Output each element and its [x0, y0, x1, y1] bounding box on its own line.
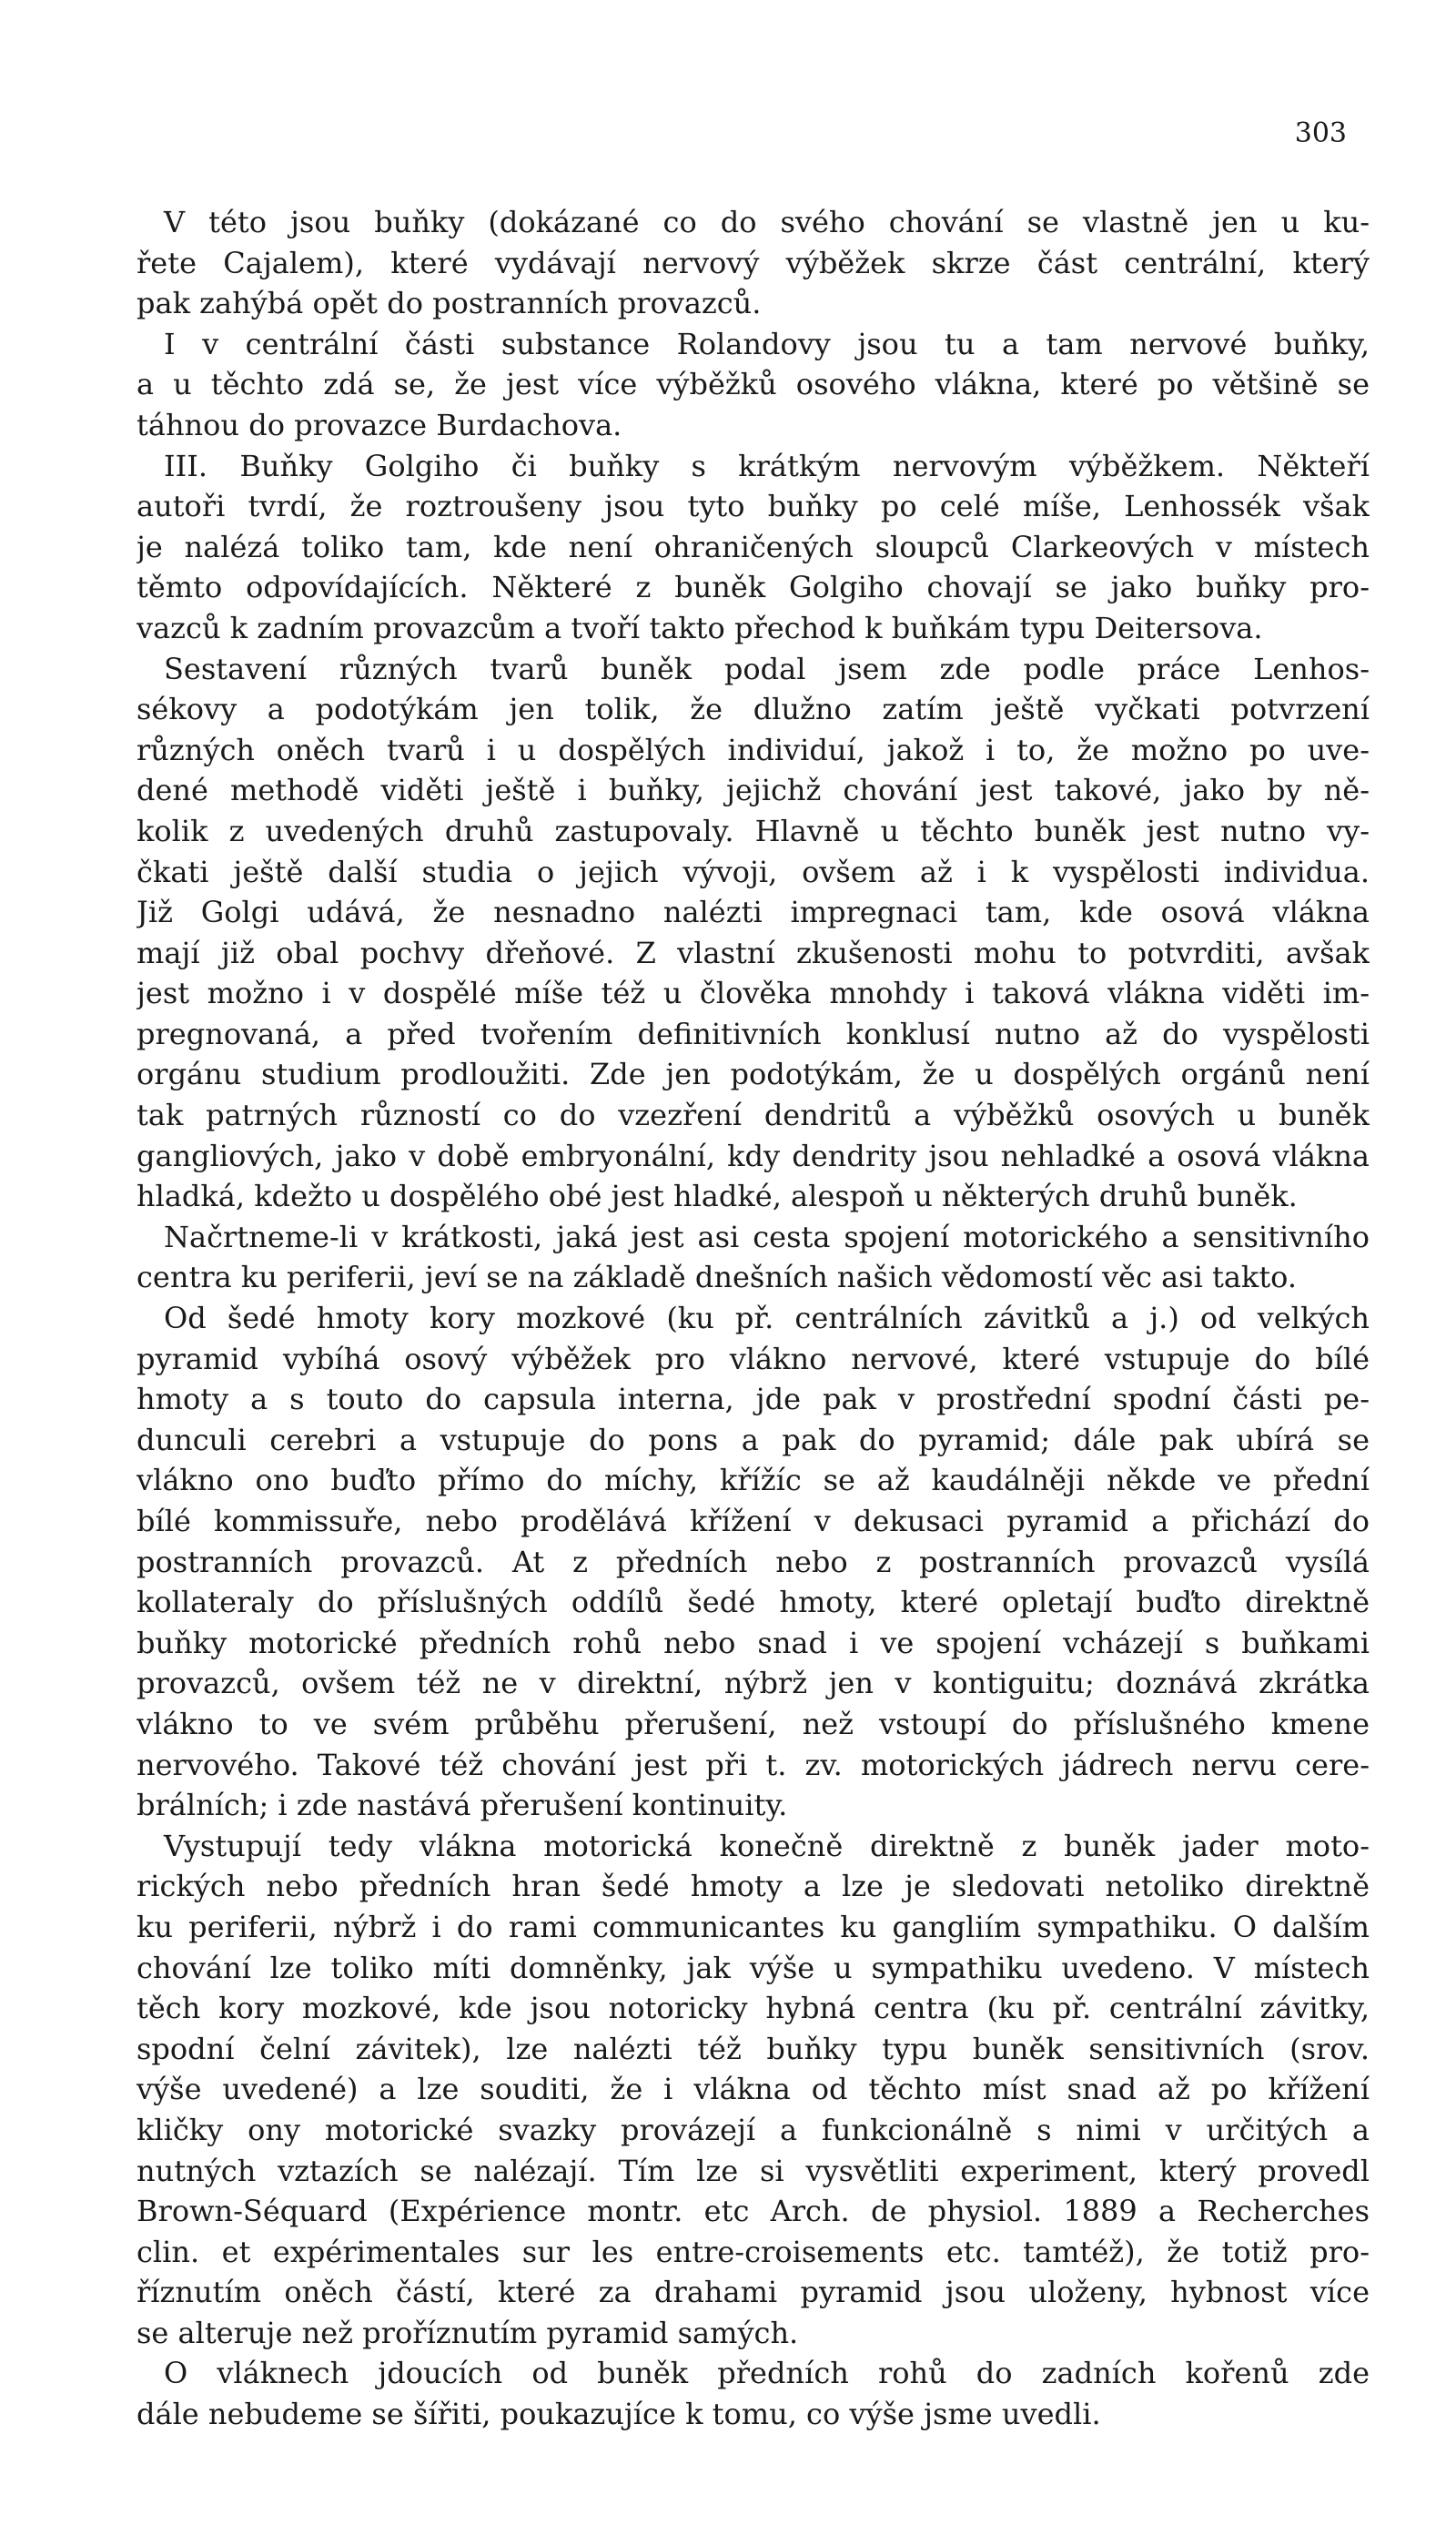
text-line: Sestavení různých tvarů buněk podal jsem zde podle práce Lenhos- — [164, 651, 1370, 686]
text-line: chování lze toliko míti domněnky, jak výše u sympathiku uvedeno. V místech — [136, 1950, 1370, 1985]
text-line: spodní čelní závitek), lze nalézti též buňky typu buněk sensitivních (srov. — [136, 2031, 1370, 2066]
text-line: ku periferii, nýbrž i do rami communicantes ku gangliím sympathiku. O dalším — [136, 1909, 1370, 1944]
text-line: I v centrální části substance Rolandovy jsou tu a tam nervové buňky, — [164, 326, 1370, 361]
text-line: těmto odpovídajících. Některé z buněk Golgiho chovají se jako buňky pro- — [136, 570, 1370, 605]
text-line: se alteruje než proříznutím pyramid samých. — [136, 2315, 799, 2350]
text-line: hladká, kdežto u dospělého obé jest hladké, alespoň u některých druhů buněk. — [136, 1179, 1298, 1214]
text-line: kličky ony motorické svazky provázejí a funkcionálně s nimi v určitých a — [136, 2112, 1370, 2147]
text-line: hmoty a s touto do capsula interna, jde pak v prostřední spodní části pe- — [136, 1382, 1370, 1417]
text-line: Od šedé hmoty kory mozkové (ku př. centrálních závitků a j.) od velkých — [164, 1301, 1370, 1336]
text-line: kollateraly do příslušných oddílů šedé hmoty, které opletají buďto direktně — [136, 1585, 1370, 1620]
text-line: výše uvedené) a lze souditi, že i vlákna od těchto míst snad až po křížení — [136, 2072, 1370, 2107]
text-line: jest možno i v dospělé míše též u člověka mnohdy i taková vlákna viděti im- — [136, 976, 1370, 1011]
text-line: clin. et expérimentales sur les entre-croisements etc. tamtéž), že totiž pro- — [136, 2234, 1370, 2269]
text-line: buňky motorické předních rohů nebo snad i ve spojení vcházejí s buňkami — [136, 1625, 1370, 1660]
text-line: pyramid vybíhá osový výběžek pro vlákno nervové, které vstupuje do bílé — [136, 1341, 1370, 1376]
text-line: sékovy a podotýkám jen tolik, že dlužno zatím ještě vyčkati potvrzení — [136, 692, 1370, 727]
text-line: gangliových, jako v době embryonální, kdy dendrity jsou nehladké a osová vlákna — [136, 1138, 1370, 1173]
text-line: kolik z uvedených druhů zastupovaly. Hlavně u těchto buněk jest nutno vy- — [136, 813, 1370, 848]
text-line: Brown-Séquard (Expérience montr. etc Arch. de physiol. 1889 a Recherches — [136, 2194, 1370, 2229]
text-line: rických nebo předních hran šedé hmoty a lze je sledovati netoliko direktně — [136, 1869, 1370, 1904]
text-line: Vystupují tedy vlákna motorická konečně direktně z buněk jader moto- — [164, 1828, 1370, 1863]
text-line: Načrtneme-li v krátkosti, jaká jest asi cesta spojení motorického a sensitivního — [164, 1219, 1370, 1254]
text-line: různých oněch tvarů i u dospělých individuí, jakož i to, že možno po uve- — [136, 732, 1370, 767]
text-line: táhnou do provazce Burdachova. — [136, 407, 622, 442]
text-line: vlákno to ve svém průběhu přerušení, než vstoupí do příslušného kmene — [136, 1706, 1370, 1741]
text-line: řete Cajalem), které vydávají nervový výběžek skrze část centrální, který — [136, 245, 1370, 280]
text-line: O vláknech jdoucích od buněk předních rohů do zadních kořenů zde — [164, 2356, 1370, 2391]
text-line: brálních; i zde nastává přerušení kontinuity. — [136, 1788, 788, 1823]
text-line: je nalézá toliko tam, kde není ohraničených sloupců Clarkeových v místech — [136, 529, 1370, 564]
text-line: dále nebudeme se šířiti, poukazujíce k tomu, co výše jsme uvedli. — [136, 2397, 1101, 2432]
text-line: orgánu studium prodloužiti. Zde jen podotýkám, že u dospělých orgánů není — [136, 1057, 1370, 1092]
text-line: čkati ještě další studia o jejich vývoji, ovšem až i k vyspělosti individua. — [136, 854, 1370, 889]
text-line: nervového. Takové též chování jest při t. zv. motorických jádrech nervu cere- — [136, 1747, 1370, 1782]
text-line: nutných vztazích se nalézají. Tím lze si vysvětliti experiment, který provedl — [136, 2153, 1370, 2188]
text-line: tak patrných růzností co do vzezření dendritů a výběžků osových u buněk — [136, 1098, 1370, 1133]
text-line: bílé kommissuře, nebo prodělává křížení v dekusaci pyramid a přichází do — [136, 1504, 1370, 1538]
page-number: 303 — [1294, 117, 1347, 149]
text-line: centra ku periferii, jeví se na základě dnešních našich vědomostí věc asi takto. — [136, 1260, 1298, 1295]
text-line: autoři tvrdí, že roztroušeny jsou tyto buňky po celé míše, Lenhossék však — [136, 489, 1370, 524]
text-line: mají již obal pochvy dřeňové. Z vlastní zkušenosti mohu to potvrditi, avšak — [136, 935, 1370, 970]
body-text — [136, 202, 1370, 2435]
text-line: provazců, ovšem též ne v direktní, nýbrž jen v kontiguitu; doznává zkrátka — [136, 1666, 1370, 1701]
text-line: V této jsou buňky (dokázané co do svého chování se vlastně jen u ku- — [164, 205, 1370, 239]
text-line: pregnovaná, a před tvořením definitivních konklusí nutno až do vyspělosti — [136, 1016, 1370, 1051]
text-line: Již Golgi udává, že nesnadno nalézti impregnaci tam, kde osová vlákna — [136, 895, 1370, 930]
text-line: postranních provazců. At z předních nebo z postranních provazců vysílá — [136, 1544, 1370, 1579]
text-line: a u těchto zdá se, že jest více výběžků osového vlákna, které po většině se — [136, 367, 1370, 402]
text-line: těch kory mozkové, kde jsou notoricky hybná centra (ku př. centrální závitky, — [136, 1991, 1370, 2026]
text-line: vlákno ono buďto přímo do míchy, křížíc se až kaudálněji někde ve přední — [136, 1463, 1370, 1498]
text-line: dunculi cerebri a vstupuje do pons a pak do pyramid; dále pak ubírá se — [136, 1422, 1370, 1457]
text-line: pak zahýbá opět do postranních provazců. — [136, 286, 762, 321]
text-line: říznutím oněch částí, které za drahami pyramid jsou uloženy, hybnost více — [136, 2275, 1370, 2310]
text-line: vazců k zadním provazcům a tvoří takto přechod k buňkám typu Deitersova. — [136, 610, 1263, 645]
text-line: dené methodě viděti ještě i buňky, jejichž chování jest takové, jako by ně- — [136, 773, 1370, 808]
text-line: III. Buňky Golgiho či buňky s krátkým nervovým výběžkem. Někteří — [164, 448, 1370, 483]
